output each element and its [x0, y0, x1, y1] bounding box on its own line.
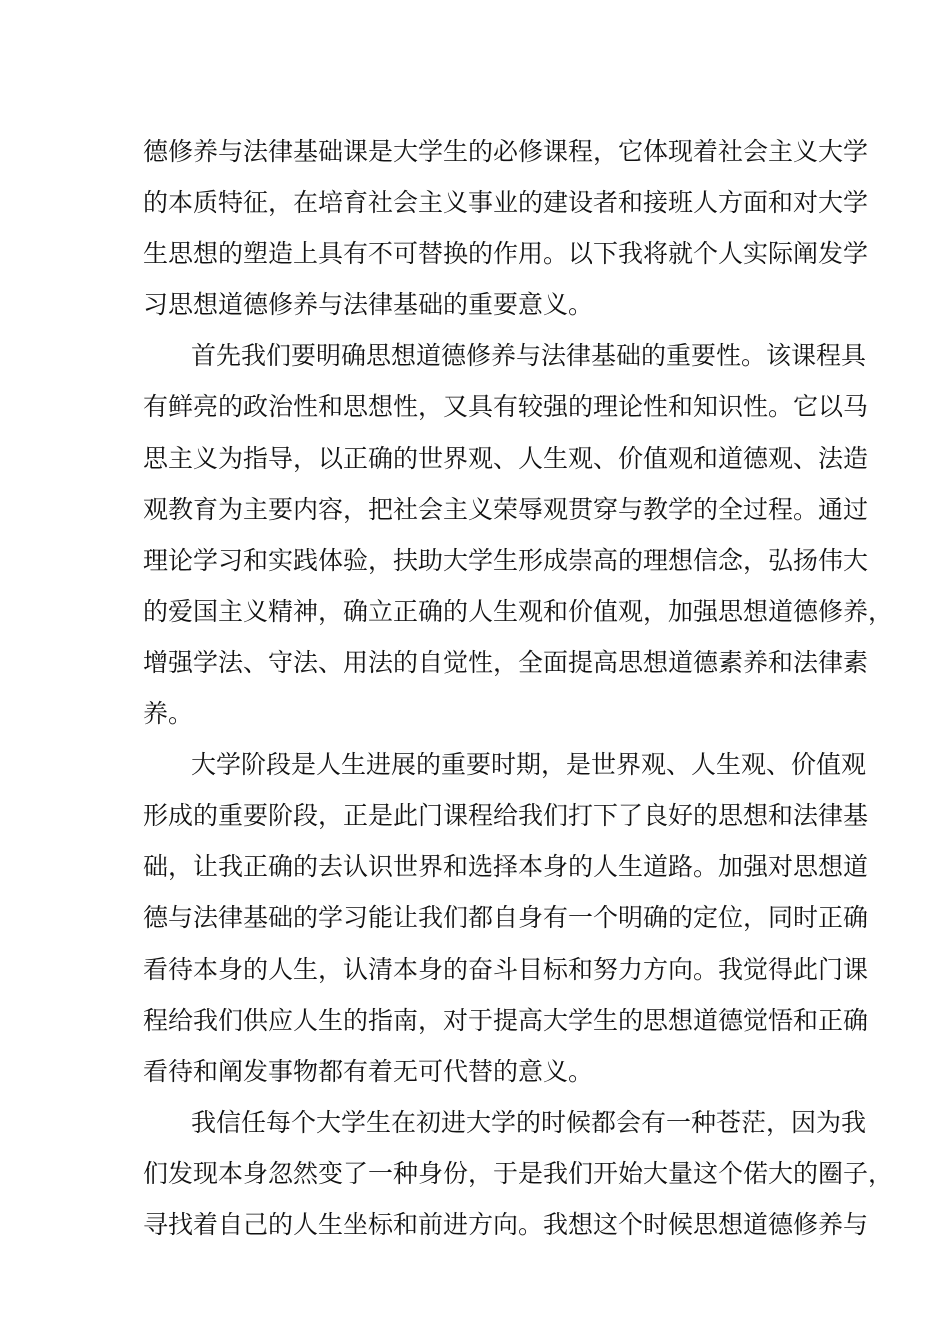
- text-line: 生思想的塑造上具有不可替换的作用。以下我将就个人实际阐发学: [143, 239, 869, 269]
- text-line: 们发现本身忽然变了一种身份，于是我们开始大量这个偌大的圈子，: [143, 1158, 894, 1188]
- text-line: 形成的重要阶段，正是此门课程给我们打下了良好的思想和法律基: [143, 801, 869, 831]
- text-line: 养。: [143, 699, 194, 729]
- text-line: 思主义为指导，以正确的世界观、人生观、价值观和道德观、法造: [143, 443, 869, 473]
- document-body: [143, 126, 894, 1250]
- text-line: 首先我们要明确思想道德修养与法律基础的重要性。该课程具: [191, 341, 867, 371]
- text-line: 理论学习和实践体验，扶助大学生形成崇高的理想信念，弘扬伟大: [143, 545, 869, 575]
- text-line: 有鲜亮的政治性和思想性，又具有较强的理论性和知识性。它以马: [143, 392, 869, 422]
- text-line: 我信任每个大学生在初进大学的时候都会有一种苍茫，因为我: [191, 1107, 867, 1137]
- text-line: 大学阶段是人生进展的重要时期，是世界观、人生观、价值观: [191, 750, 867, 780]
- text-line: 观教育为主要内容，把社会主义荣辱观贯穿与教学的全过程。通过: [143, 494, 869, 524]
- text-line: 的爱国主义精神，确立正确的人生观和价值观，加强思想道德修养，: [143, 596, 894, 626]
- text-line: 习思想道德修养与法律基础的重要意义。: [143, 290, 594, 320]
- text-line: 程给我们供应人生的指南，对于提高大学生的思想道德觉悟和正确: [143, 1005, 869, 1035]
- text-line: 的本质特征，在培育社会主义事业的建设者和接班人方面和对大学: [143, 188, 869, 218]
- text-line: 看待本身的人生，认清本身的奋斗目标和努力方向。我觉得此门课: [143, 954, 869, 984]
- text-line: 增强学法、守法、用法的自觉性，全面提高思想道德素养和法律素: [143, 647, 869, 677]
- text-line: 德修养与法律基础课是大学生的必修课程，它体现着社会主义大学: [143, 137, 869, 166]
- text-line: 寻找着自己的人生坐标和前进方向。我想这个时候思想道德修养与: [143, 1209, 869, 1239]
- text-line: 看待和阐发事物都有着无可代替的意义。: [143, 1056, 594, 1086]
- text-line: 德与法律基础的学习能让我们都自身有一个明确的定位，同时正确: [143, 903, 869, 933]
- text-line: 础，让我正确的去认识世界和选择本身的人生道路。加强对思想道: [143, 852, 869, 882]
